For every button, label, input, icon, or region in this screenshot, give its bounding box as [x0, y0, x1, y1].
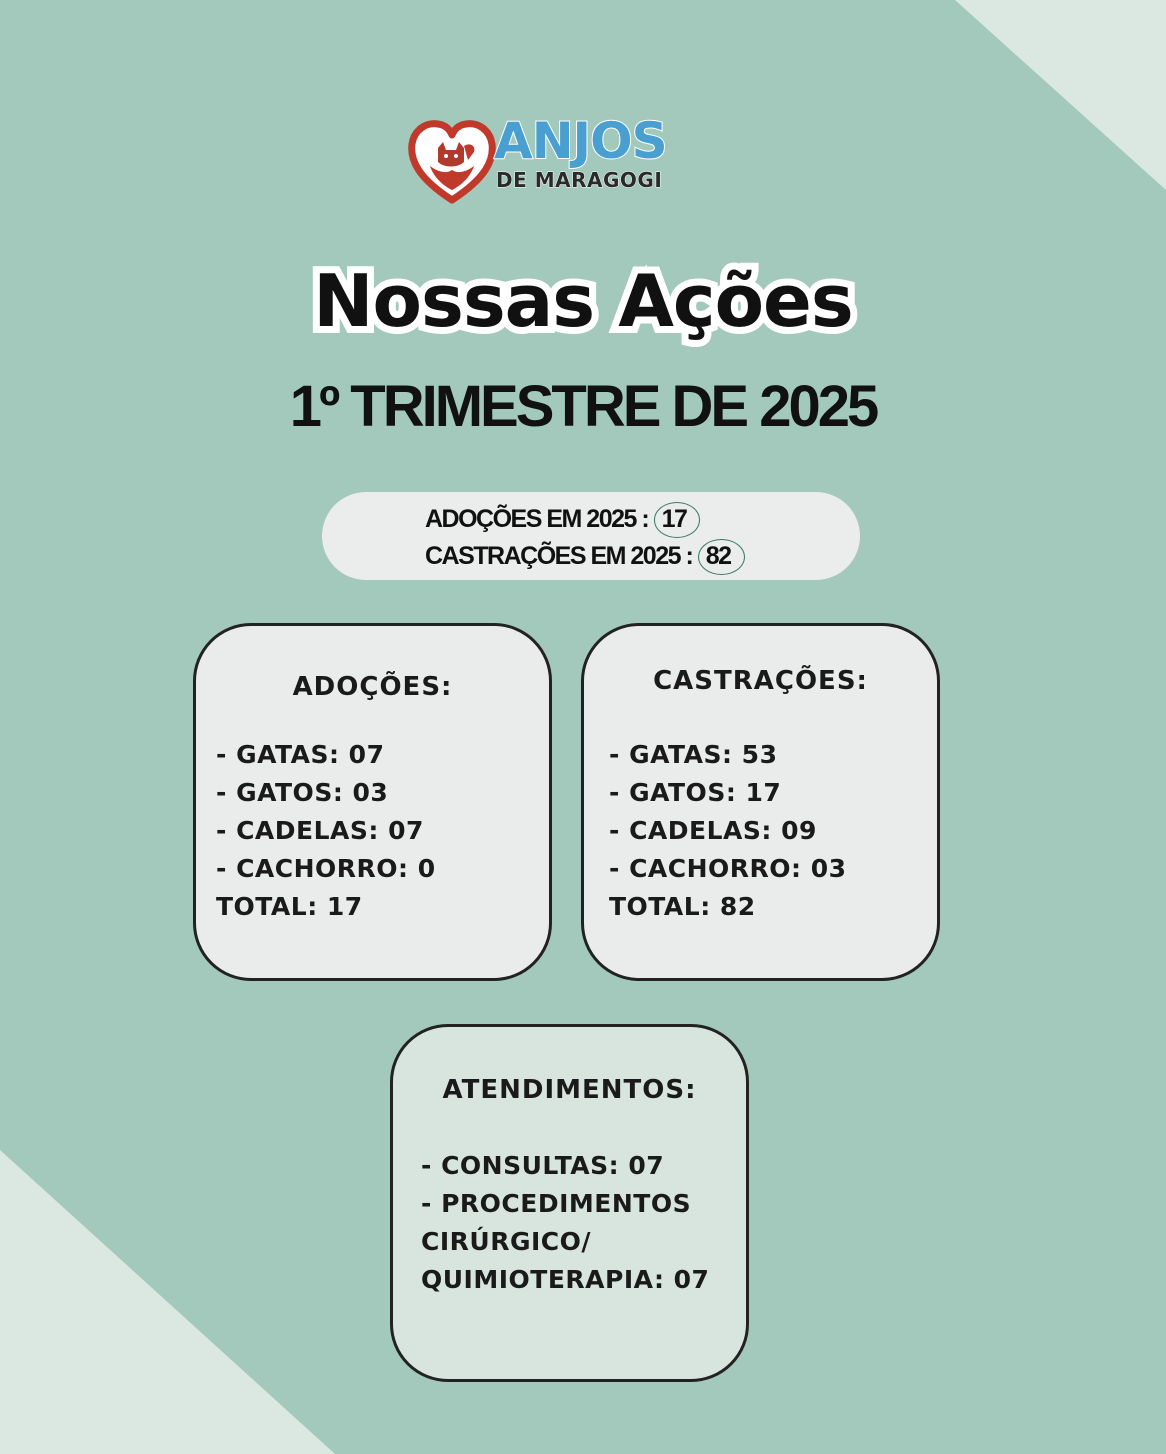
list-item: - GATOS: 03 [216, 778, 389, 807]
list-item: - GATAS: 07 [216, 740, 385, 769]
summary-castrations-line [425, 544, 737, 569]
list-item: - GATAS: 53 [609, 740, 778, 769]
list-item: - CADELAS: 09 [609, 816, 817, 845]
logo-name: ANJOS [494, 112, 667, 170]
summary-adoptions-label: ADOÇÕES EM 2025 : [425, 505, 649, 533]
logo-subname: DE MARAGOGI [496, 168, 663, 192]
summary-castrations-value: 82 [700, 544, 737, 569]
page-title: Nossas Ações [313, 259, 853, 343]
adoptions-card [193, 623, 552, 981]
logo [408, 112, 698, 208]
castrations-list [609, 736, 847, 926]
adoptions-card-title: ADOÇÕES: [292, 672, 453, 702]
summary-castrations-label: CASTRAÇÕES EM 2025 : [425, 542, 693, 570]
services-card-title: ATENDIMENTOS: [442, 1075, 697, 1105]
list-item: QUIMIOTERAPIA: 07 [421, 1265, 710, 1294]
list-item: - CACHORRO: 0 [216, 854, 436, 883]
page-subtitle: 1º TRIMESTRE DE 2025 [289, 374, 877, 439]
summary-adoptions-line [425, 507, 692, 532]
list-item: - CADELAS: 07 [216, 816, 424, 845]
list-item: - PROCEDIMENTOS [421, 1189, 692, 1218]
adoptions-list [216, 736, 436, 926]
services-card [390, 1024, 749, 1382]
castrations-card [581, 623, 940, 981]
list-item: CIRÚRGICO/ [421, 1227, 592, 1256]
list-item: - GATOS: 17 [609, 778, 782, 807]
services-list [421, 1147, 709, 1299]
list-item: - CACHORRO: 03 [609, 854, 847, 883]
list-item: - CONSULTAS: 07 [421, 1151, 665, 1180]
summary-panel [322, 492, 860, 580]
castrations-card-title: CASTRAÇÕES: [653, 666, 868, 696]
heart-hands-pets-icon [408, 120, 496, 204]
list-item-total: TOTAL: 82 [609, 892, 756, 921]
list-item-total: TOTAL: 17 [216, 892, 363, 921]
summary-adoptions-value: 17 [656, 507, 693, 532]
